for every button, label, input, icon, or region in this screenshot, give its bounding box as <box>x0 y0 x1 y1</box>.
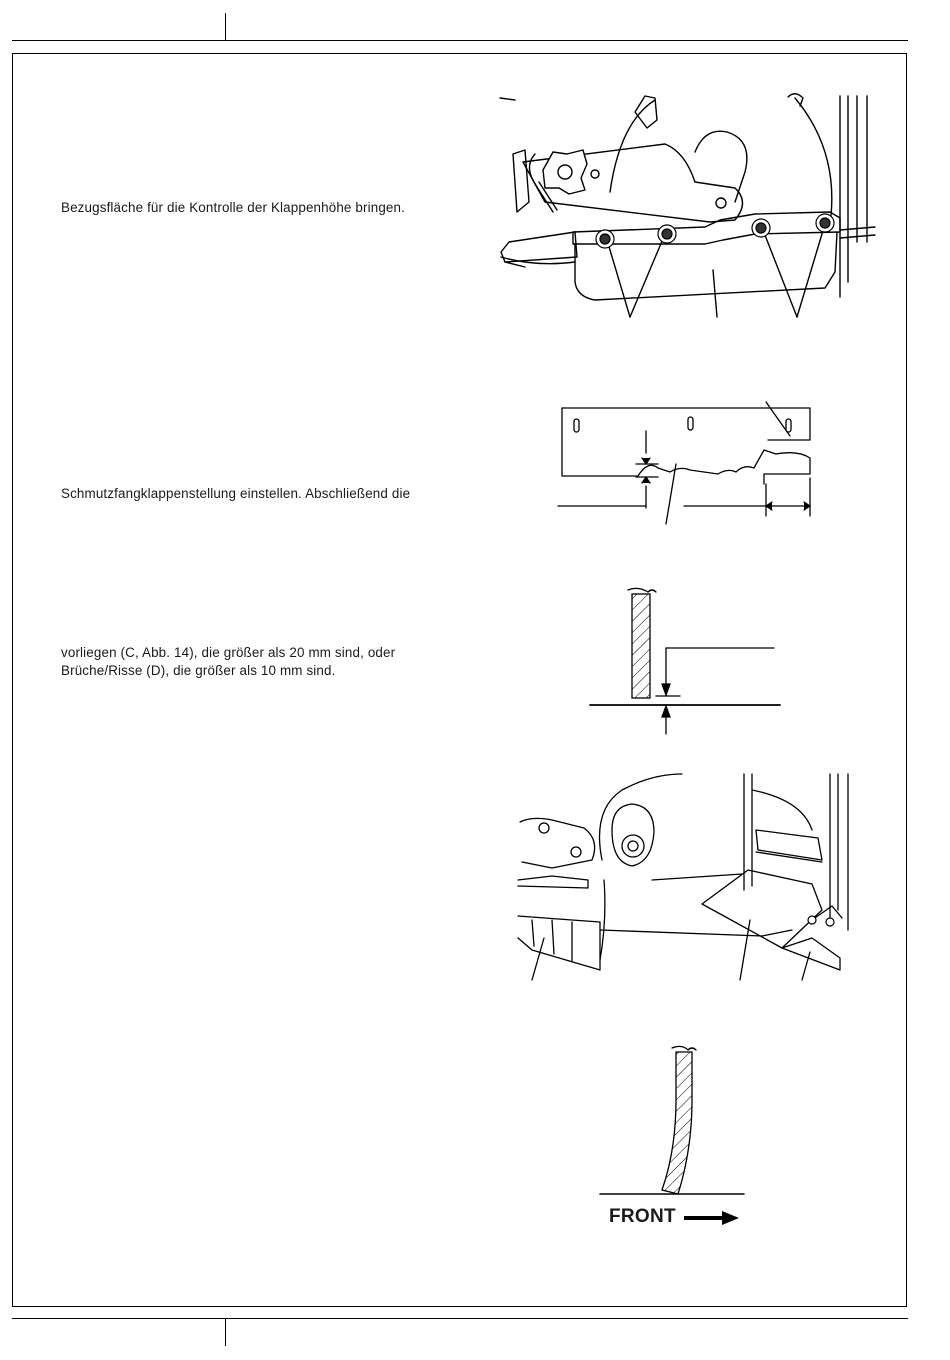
side-flap-figure <box>512 770 862 990</box>
front-label: FRONT <box>609 1206 676 1227</box>
header-rule <box>12 40 908 41</box>
text-line-4: Brüche/Risse (D), die größer als 10 mm sind. <box>61 663 336 678</box>
flap-mounting-figure <box>495 92 875 324</box>
text-line-3: vorliegen (C, Abb. 14), die größer als 20 mm sind, oder <box>61 645 396 660</box>
footer-rule <box>12 1318 908 1319</box>
text-line-1: Bezugsfläche für die Kontrolle der Klappenhöhe bringen. <box>61 200 405 215</box>
front-arrow-icon <box>684 1210 740 1226</box>
flap-wear-figure <box>558 398 818 528</box>
header-divider <box>225 13 226 41</box>
flap-height-figure <box>590 584 790 740</box>
flap-bend-figure <box>600 1040 760 1200</box>
text-line-2: Schmutzfangklappenstellung einstellen. Abschließend die <box>61 486 411 501</box>
footer-divider <box>225 1318 226 1346</box>
